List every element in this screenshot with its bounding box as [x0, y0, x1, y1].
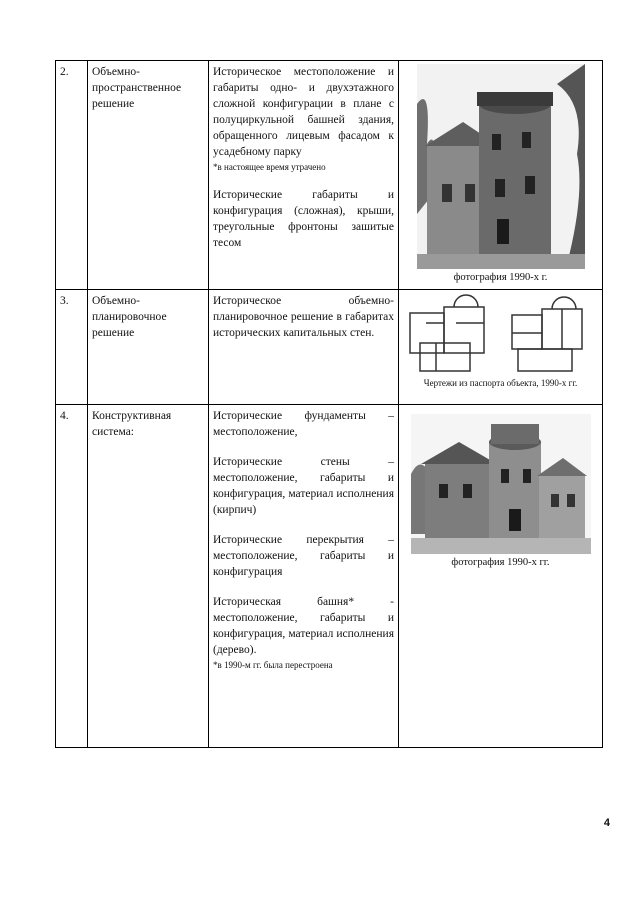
table-row: [56, 61, 603, 290]
image-cell: [399, 61, 603, 290]
description-paragraph: Историческое объемно-планировочное решение в габаритах исторических капитальных стен.: [213, 295, 394, 339]
image-caption: Чертежи из паспорта объекта, 1990-х гг.: [423, 378, 578, 388]
page-number: 4: [603, 817, 610, 829]
element-name: Конструктивная система:: [88, 405, 209, 748]
image-cell: [399, 405, 603, 748]
table-row: [56, 290, 603, 405]
description-paragraph: Историческая башня* - местоположение, габариты и конфигурация, материал исполнения (дерево).: [213, 596, 394, 656]
element-name: Объемно-пространственное решение: [88, 61, 209, 290]
row-number: 3.: [56, 290, 88, 405]
element-description: [209, 61, 399, 290]
heritage-elements-table: [55, 60, 603, 748]
table-row: [56, 405, 603, 748]
footnote: *в 1990-м гг. была перестроена: [213, 660, 333, 670]
footnote: *в настоящее время утрачено: [213, 162, 326, 172]
description-paragraph: Исторические перекрытия – местоположение, габариты и конфигурация: [213, 534, 394, 578]
building-photo-2: [411, 414, 591, 554]
building-photo-1: [417, 64, 585, 269]
image-caption: фотография 1990-х гг.: [451, 557, 550, 568]
image-caption: фотография 1990-х г.: [453, 272, 548, 283]
element-description: [209, 405, 399, 748]
row-number: 4.: [56, 405, 88, 748]
image-cell: [399, 290, 603, 405]
row-number: 2.: [56, 61, 88, 290]
description-paragraph: Исторические габариты и конфигурация (сложная), крыши, треугольные фронтоны зашитые тесом: [213, 189, 394, 249]
description-paragraph: Историческое местоположение и габариты одно- и двухэтажного сложной конфигурации в плане с полуциркульной башней здания, обращенного лицевым фасадом к усадебному парку: [213, 66, 394, 158]
floor-plan-drawings: [406, 293, 596, 375]
element-description: [209, 290, 399, 405]
description-paragraph: Исторические стены – местоположение, габариты и конфигурация, материал исполнения (кирпич): [213, 456, 394, 516]
description-paragraph: Исторические фундаменты – местоположение,: [213, 410, 394, 438]
element-name: Объемно-планировочное решение: [88, 290, 209, 405]
